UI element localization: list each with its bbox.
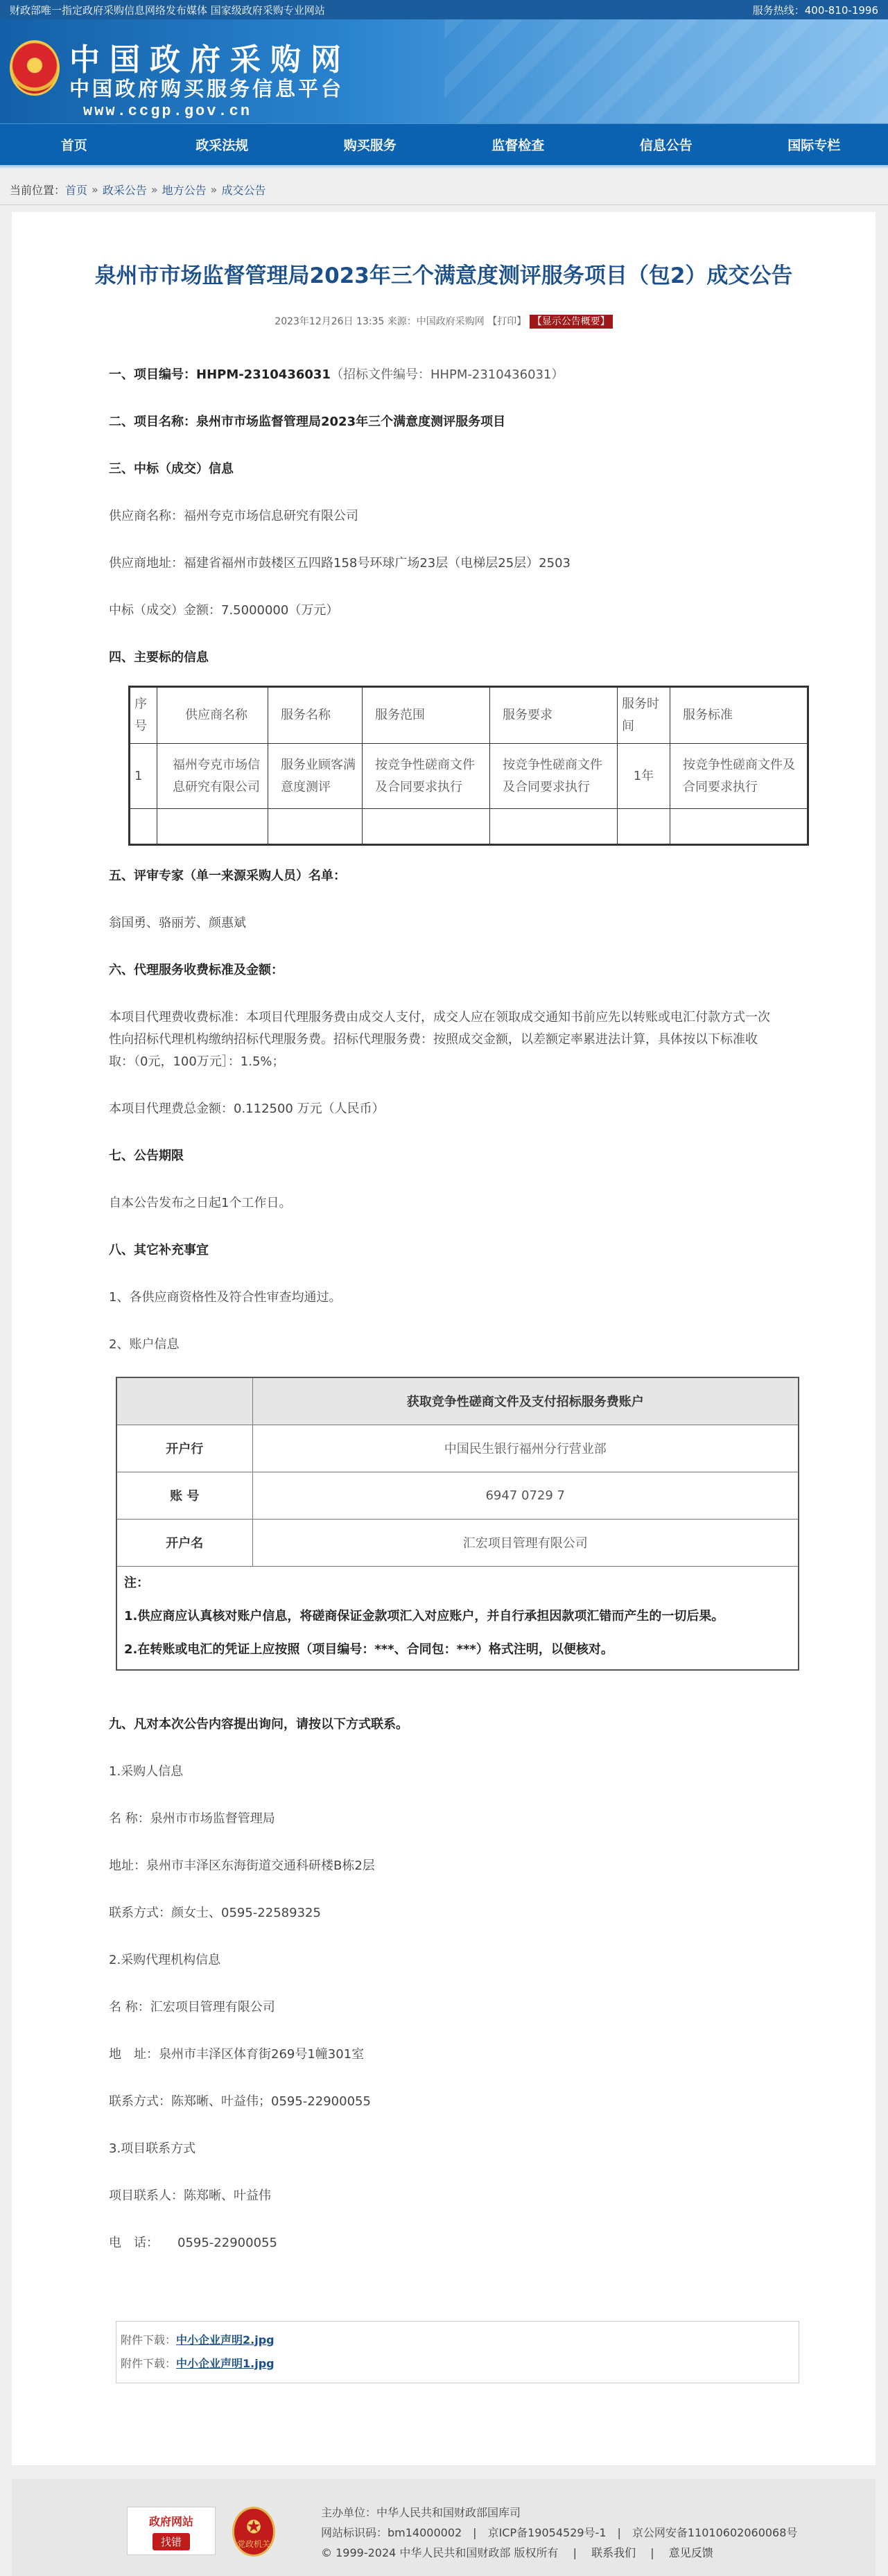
attachment-link[interactable]: 中小企业声明2.jpg	[176, 2333, 275, 2347]
table-cell: 服务业顾客满意度测评	[268, 744, 363, 809]
agency-name: 名 称：汇宏项目管理有限公司	[109, 1999, 275, 2014]
national-emblem-icon	[10, 40, 60, 96]
footer-ids: 网站标识码：bm14000002 | 京ICP备19054529号-1 | 京公网安备11010602060068号	[321, 2526, 798, 2539]
project-contact-person: 项目联系人：陈郑晰、叶益伟	[109, 2188, 271, 2203]
section-supplementary: 八、其它补充事宜	[109, 1243, 209, 1257]
account-row	[116, 1519, 799, 1566]
table-cell	[157, 809, 268, 845]
badge2-label: 党政机关	[236, 2539, 270, 2549]
attachment-item	[121, 2352, 794, 2376]
site-footer	[12, 2479, 876, 2576]
account-label: 账 号	[116, 1472, 252, 1519]
nav-item-home[interactable]: 首页	[60, 138, 87, 153]
table-cell: 1	[130, 744, 157, 809]
supplementary-item-1: 1、各供应商资格性及符合性审查均通过。	[109, 1290, 342, 1305]
article-title: 泉州市市场监督管理局2023年三个满意度测评服务项目（包2）成交公告	[94, 263, 793, 288]
table-cell	[268, 809, 363, 845]
article-meta	[12, 314, 876, 328]
breadcrumb-deal[interactable]: 成交公告	[221, 184, 266, 197]
note-heading: 注：	[124, 1575, 149, 1590]
agency-contact: 联系方式：陈郑晰、叶益伟；0595-22900055	[109, 2094, 371, 2109]
table-cell	[363, 809, 490, 845]
table-cell	[490, 809, 618, 845]
table-cell	[618, 809, 670, 845]
table-header-cell: 服务范围	[363, 687, 490, 744]
account-info-table	[116, 1377, 799, 1671]
project-number: 一、项目编号：HHPM-2310436031	[109, 367, 331, 382]
breadcrumb-separator: »	[150, 183, 158, 196]
agency-address: 地 址：泉州市丰泽区体育街269号1幢301室	[109, 2046, 365, 2062]
table-row	[130, 744, 808, 809]
note-item: 2.在转账或电汇的凭证上应按照（项目编号：***、合同包：***）格式注明，以便核对。	[124, 1642, 613, 1657]
platform-name: 中国政府购买服务信息平台	[69, 77, 345, 101]
contact-us-link[interactable]: 联系我们	[591, 2546, 636, 2559]
site-banner	[0, 19, 888, 123]
site-url: www.ccgp.gov.cn	[83, 103, 252, 120]
footer-sep: |	[561, 2546, 588, 2559]
footer-copyright-row	[321, 2543, 797, 2563]
attachments-box	[116, 2321, 799, 2383]
supplier-address: 供应商地址：福建省福州市鼓楼区五四路158号环球广场23层（电梯层25层）2503	[109, 556, 571, 571]
account-row	[116, 1472, 799, 1519]
article-body	[12, 364, 876, 2383]
table-cell	[670, 809, 808, 845]
section-project-number	[109, 364, 778, 386]
print-link[interactable]: 【打印】	[487, 316, 527, 327]
table-header-cell: 序号	[130, 687, 157, 744]
account-table-header	[116, 1377, 799, 1425]
feedback-link[interactable]: 意见反馈	[668, 2546, 713, 2559]
breadcrumb	[0, 175, 888, 205]
winning-amount: 中标（成交）金额：7.5000000（万元）	[109, 603, 339, 618]
nav-item-announcements[interactable]: 信息公告	[639, 138, 693, 153]
supplementary-item-2: 2、账户信息	[109, 1337, 180, 1352]
nav-item-supervision[interactable]: 监督检查	[491, 138, 545, 153]
gov-site-error-badge[interactable]	[127, 2507, 216, 2555]
attachment-link[interactable]: 中小企业声明1.jpg	[176, 2356, 275, 2370]
attachment-label: 附件下载：	[121, 2333, 177, 2347]
table-header-cell: 服务要求	[490, 687, 618, 744]
account-row	[116, 1425, 799, 1472]
table-cell: 按竞争性磋商文件及合同要求执行	[670, 744, 808, 809]
nav-item-international[interactable]: 国际专栏	[787, 138, 841, 153]
attachment-item	[121, 2329, 794, 2352]
breadcrumb-separator: »	[92, 183, 98, 196]
breadcrumb-separator: »	[210, 183, 218, 196]
badge-symbol: ✪	[246, 2517, 261, 2538]
article-container	[12, 212, 876, 2465]
service-hotline: 服务热线：400-810-1996	[752, 3, 878, 17]
agency-info-title: 2.采购代理机构信息	[109, 1952, 221, 1967]
breadcrumb-local[interactable]: 地方公告	[162, 184, 207, 197]
badge-title: 政府网站	[148, 2515, 193, 2528]
nav-item-regulations[interactable]: 政采法规	[195, 138, 249, 153]
table-header-cell: 供应商名称	[157, 687, 268, 744]
purchaser-info-title: 1.采购人信息	[109, 1764, 184, 1779]
table-header-cell: 服务名称	[268, 687, 363, 744]
footer-info	[321, 2503, 797, 2563]
section-agency-fee: 六、代理服务收费标准及金额：	[109, 963, 284, 977]
breadcrumb-label: 当前位置：	[10, 184, 66, 197]
table-cell	[130, 809, 157, 845]
footer-copyright: © 1999-2024 中华人民共和国财政部 版权所有	[321, 2546, 559, 2559]
purchaser-contact: 联系方式：颜女士、0595-22589325	[109, 1905, 321, 1920]
fee-description: 本项目代理费收费标准：本项目代理服务费由成交人支付，成交人应在领取成交通知书前应先以转账或电汇付款方式一次性向招标代理机构缴纳招标代理服务费。招标代理服务费：按照成交金额，以差额定率累进法计算，具体按以下标准收取：（0元，100万元］：1.5%；	[109, 1010, 770, 1069]
footer-sep: |	[639, 2546, 665, 2559]
nav-item-purchase-services[interactable]: 购买服务	[343, 138, 397, 153]
section-winner-info: 三、中标（成交）信息	[109, 462, 234, 476]
account-label: 开户行	[116, 1425, 252, 1472]
main-items-table	[128, 686, 809, 846]
project-contact-phone: 电 话： 0595-22900055	[109, 2235, 277, 2250]
table-header-cell: 服务时间	[618, 687, 670, 744]
tender-doc-number: （招标文件编号：HHPM-2310436031）	[330, 367, 564, 382]
account-value: 中国民生银行福州分行营业部	[252, 1425, 799, 1472]
account-notes	[116, 1566, 799, 1670]
breadcrumb-home[interactable]: 首页	[65, 184, 88, 197]
project-contact-title: 3.项目联系方式	[109, 2141, 196, 2156]
section-contacts: 九、凡对本次公告内容提出询问，请按以下方式联系。	[109, 1716, 408, 1732]
section-project-name: 二、项目名称：泉州市市场监督管理局2023年三个满意度测评服务项目	[109, 415, 506, 429]
notice-period: 自本公告发布之日起1个工作日。	[109, 1196, 292, 1210]
note-item: 1.供应商应认真核对账户信息，将磋商保证金款项汇入对应账户，并自行承担因款项汇错而产生的一切后果。	[124, 1608, 724, 1624]
account-value: 6947 0729 7	[252, 1472, 799, 1519]
table-cell: 按竞争性磋商文件及合同要求执行	[490, 744, 618, 809]
banner-decoration	[444, 19, 888, 123]
main-nav	[0, 123, 888, 165]
supplier-name: 供应商名称：福州夸克市场信息研究有限公司	[109, 509, 358, 523]
table-cell: 按竞争性磋商文件及合同要求执行	[363, 744, 490, 809]
account-value: 汇宏项目管理有限公司	[252, 1519, 799, 1566]
table-header-row	[130, 687, 808, 744]
section-notice-period: 七、公告期限	[109, 1149, 184, 1163]
show-summary-button[interactable]: 【显示公告概要】	[530, 315, 613, 329]
section-experts: 五、评审专家（单一来源采购人员）名单：	[109, 869, 346, 883]
table-cell: 福州夸克市场信息研究有限公司	[157, 744, 268, 809]
nav-shadow	[0, 165, 888, 169]
top-bar	[0, 0, 888, 19]
purchaser-address: 地址：泉州市丰泽区东海街道交通科研楼B栋2层	[109, 1858, 375, 1873]
party-gov-badge-icon[interactable]	[232, 2507, 275, 2557]
expert-names: 翁国勇、骆丽芳、颜惠斌	[109, 916, 246, 930]
account-label: 开户名	[116, 1519, 252, 1566]
badge-button: 找错	[153, 2533, 190, 2550]
account-header-title: 获取竞争性磋商文件及支付招标服务费账户	[252, 1377, 799, 1425]
purchaser-name: 名 称：泉州市市场监督管理局	[109, 1811, 275, 1826]
attachment-label: 附件下载：	[121, 2356, 177, 2370]
table-row-empty	[130, 809, 808, 845]
table-header-cell: 服务标准	[670, 687, 808, 744]
breadcrumb-procurement[interactable]: 政采公告	[102, 184, 147, 197]
footer-host: 主办单位：中华人民共和国财政部国库司	[321, 2506, 521, 2519]
account-notes-row	[116, 1566, 799, 1670]
article-date-source: 2023年12月26日 13:35 来源：中国政府采购网	[275, 316, 485, 327]
account-header-blank	[116, 1377, 252, 1425]
top-bar-slogan: 财政部唯一指定政府采购信息网络发布媒体 国家级政府采购专业网站	[10, 3, 325, 17]
fee-total: 本项目代理费总金额：0.112500 万元（人民币）	[109, 1102, 385, 1116]
table-cell: 1年	[618, 744, 670, 809]
section-main-items: 四、主要标的信息	[109, 650, 209, 665]
site-name[interactable]: 中国政府采购网	[69, 42, 351, 78]
